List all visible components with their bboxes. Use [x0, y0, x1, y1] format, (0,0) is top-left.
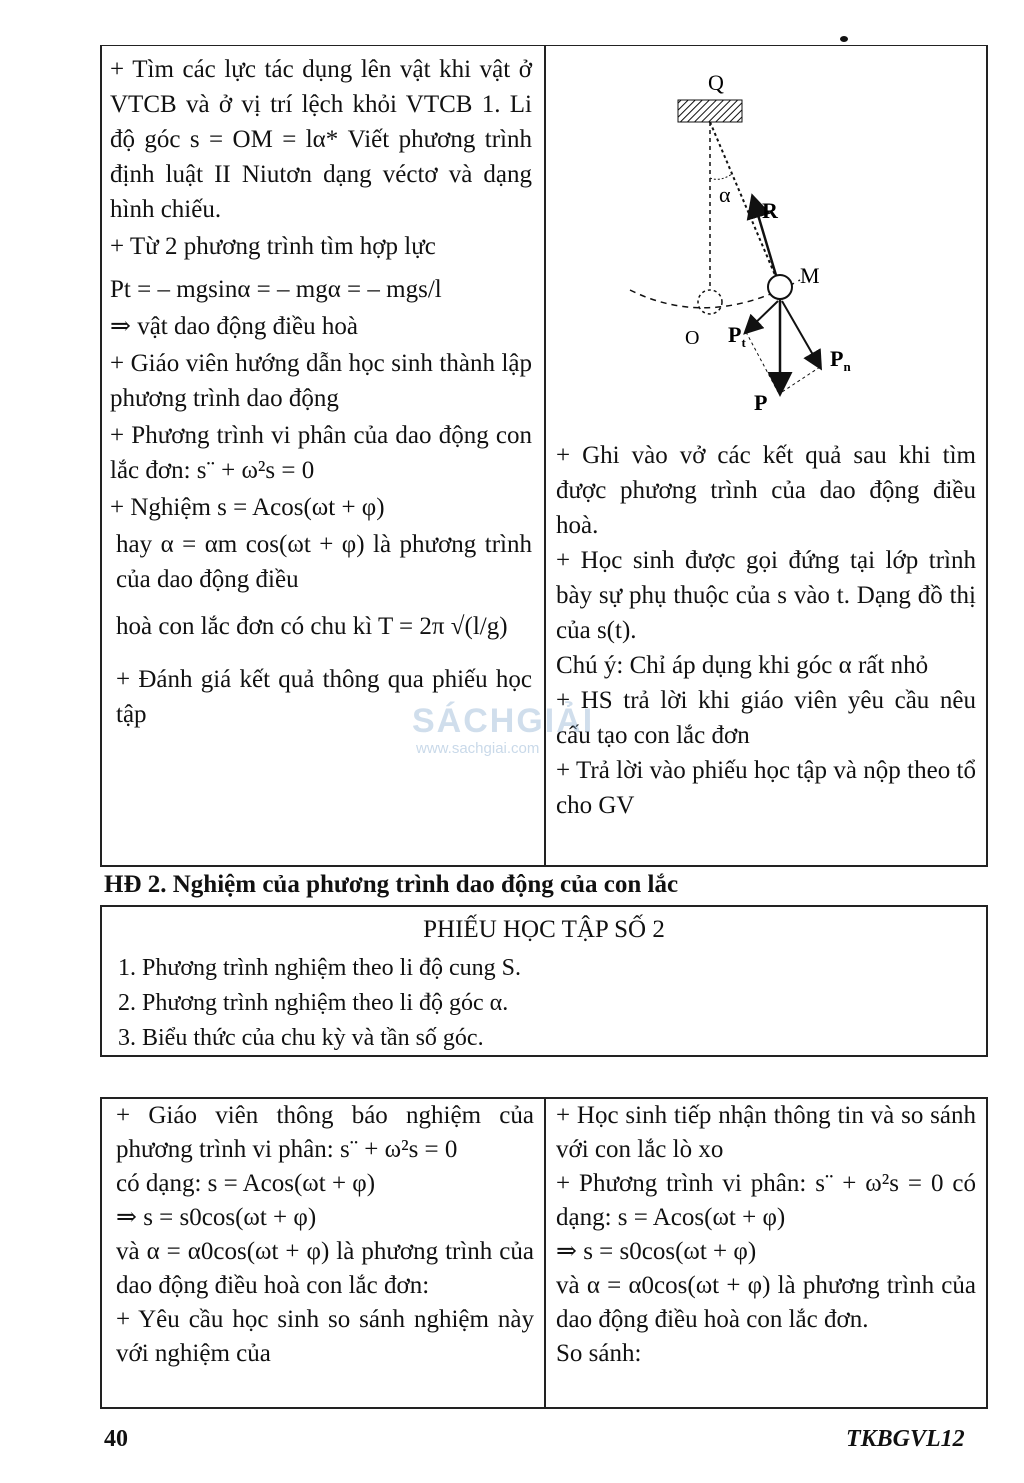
text-paragraph: + HS trả lời khi giáo viên yêu cầu nêu cấu tạo con lắc đơn [556, 687, 976, 749]
watermark-url: www.sachgiai.com [416, 740, 540, 757]
text-paragraph: + Đánh giá kết quả thông qua phiếu học tập [116, 666, 532, 728]
teacher-column-1 [110, 52, 532, 732]
worksheet-title: PHIẾU HỌC TẬP SỐ 2 [423, 916, 665, 943]
text-paragraph: So sánh: [556, 1340, 642, 1367]
projection-line [746, 332, 778, 392]
text-paragraph: + Trả lời vào phiếu học tập và nộp theo tổ cho GV [556, 757, 976, 819]
page-number: 40 [104, 1426, 128, 1452]
text-paragraph: + Ghi vào vở các kết quả sau khi tìm được phương trình của dao động điều hoà. [556, 442, 976, 539]
label-O: O [685, 327, 700, 349]
text-paragraph: + Nghiệm s = Acos(ωt + φ) [110, 494, 385, 521]
worksheet-box [100, 905, 988, 1057]
text-paragraph: + Phương trình vi phân của dao động con lắc đơn: s¨ + ω²s = 0 [110, 422, 532, 484]
text-paragraph: + Yêu cầu học sinh so sánh nghiệm này với nghiệm của [116, 1306, 534, 1367]
watermark-text: SÁCHGIẢI [412, 702, 595, 740]
student-column-1 [556, 438, 976, 823]
text-paragraph: + Giáo viên hướng dẫn học sinh thành lập phương trình dao động [110, 350, 532, 412]
pendulum-bob [768, 275, 792, 299]
section-heading: HĐ 2. Nghiệm của phương trình dao động của con lắc [104, 871, 679, 898]
worksheet-item: 1. Phương trình nghiệm theo li độ cung S. [118, 955, 522, 981]
worksheet-item: 3. Biểu thức của chu kỳ và tần số góc. [118, 1025, 484, 1051]
teacher-column-2 [116, 1099, 534, 1371]
text-paragraph: ⇒ vật dao động điều hoà [110, 313, 358, 340]
label-P: P [754, 390, 768, 415]
text-paragraph: ⇒ s = s0cos(ωt + φ) [116, 1204, 317, 1231]
activity-table-2 [100, 1097, 988, 1409]
label-R: R [762, 198, 778, 223]
column-divider [544, 1099, 546, 1407]
pendulum-diagram [520, 20, 860, 415]
worksheet-items [118, 951, 521, 1056]
alpha-arc [710, 174, 732, 179]
text-paragraph: + Học sinh được gọi đứng tại lớp trình bày sự phụ thuộc của s vào t. Dạng đồ thị của s(t). [556, 547, 976, 644]
label-Q: Q [708, 70, 724, 95]
equilibrium-bob [698, 290, 722, 314]
normal-vector [782, 301, 820, 367]
text-paragraph: + Từ 2 phương trình tìm hợp lực [110, 233, 436, 260]
text-paragraph: + Phương trình vi phân: s¨ + ω²s = 0 có dạng: s = Acos(ωt + φ) [556, 1170, 976, 1231]
text-paragraph: Chú ý: Chỉ áp dụng khi góc α rất nhỏ [556, 652, 929, 679]
label-Pn: $P_n$ [830, 346, 851, 374]
formula-line: Pt = – mgsinα = – mgα = – mgs/l [110, 276, 442, 303]
formula-line: hoà con lắc đơn có chu kì T = 2π √(l/g) [116, 613, 508, 640]
text-paragraph: có dạng: s = Acos(ωt + φ) [116, 1170, 376, 1197]
text-paragraph: và α = α0cos(ωt + φ) là phương trình của dao động điều hoà con lắc đơn. [556, 1272, 976, 1333]
worksheet-item: 2. Phương trình nghiệm theo li độ góc α. [118, 990, 509, 1016]
text-paragraph: ⇒ s = s0cos(ωt + φ) [556, 1238, 757, 1265]
text-paragraph: và α = α0cos(ωt + φ) là phương trình của dao động điều hoà con lắc đơn: [116, 1238, 534, 1299]
text-paragraph: hay α = αm cos(ωt + φ) là phương trình của dao động điều [116, 531, 532, 593]
book-code: TKBGVL12 [846, 1426, 965, 1452]
text-paragraph: + Học sinh tiếp nhận thông tin và so sánh với con lắc lò xo [556, 1102, 976, 1163]
tangential-vector [746, 301, 778, 332]
label-Pt: $P_t$ [728, 322, 746, 350]
student-column-2 [556, 1099, 976, 1371]
projection-line [782, 367, 820, 392]
ceiling-support [678, 100, 742, 122]
label-alpha: α [719, 182, 731, 207]
text-paragraph: + Giáo viên thông báo nghiệm của phương trình vi phân: s¨ + ω²s = 0 [116, 1102, 534, 1163]
label-M: M [800, 263, 820, 288]
text-paragraph: + Tìm các lực tác dụng lên vật khi vật ở VTCB và ở vị trí lệch khỏi VTCB 1. Li độ góc s = OM = lα* Viết phương trình định luật II Niutơn dạng véctơ và dạng hình chiếu. [110, 56, 532, 223]
